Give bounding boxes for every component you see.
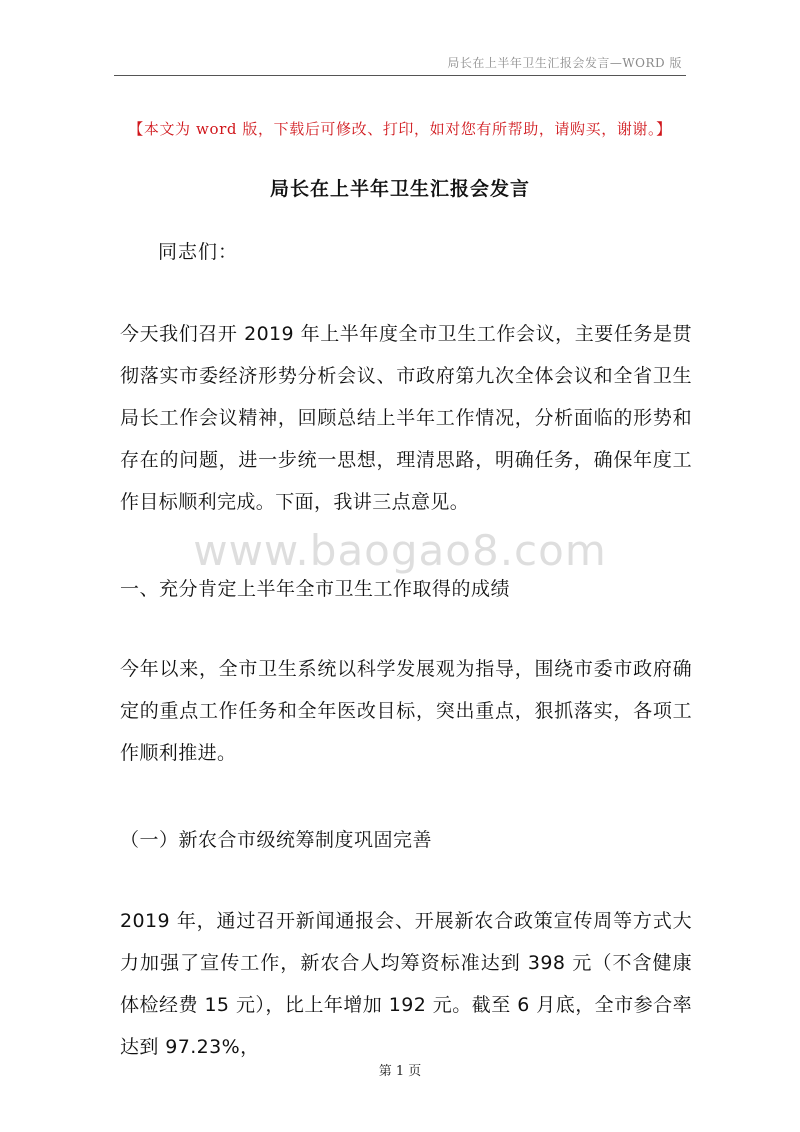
greeting: 同志们： — [158, 241, 239, 263]
watermark: www.baogao8.com — [193, 526, 607, 575]
page-number: 第 1 页 — [378, 1064, 422, 1079]
document-title: 局长在上半年卫生汇报会发言 — [269, 178, 530, 200]
header-divider — [114, 75, 686, 76]
section-heading-1: 一、充分肯定上半年全市卫生工作取得的成绩 — [120, 578, 511, 600]
download-notice: 【本文为 word 版，下载后可修改、打印，如对您有所帮助，请购买，谢谢。】 — [128, 120, 672, 138]
subsection-heading-1: （一）新农合市级统筹制度巩固完善 — [120, 829, 433, 851]
section1-paragraph: 今年以来，全市卫生系统以科学发展观为指导，围绕市委市政府确定的重点工作任务和全年医改目标，突出重点，狠抓落实，各项工作顺利推进。 — [120, 658, 692, 764]
intro-paragraph: 今天我们召开 2019 年上半年度全市卫生工作会议，主要任务是贯彻落实市委经济形势分析会议、市政府第九次全体会议和全省卫生局长工作会议精神，回顾总结上半年工作情况，分析面临的形势和存在的问题，进一步统一思想，理清思路，明确任务，确保年度工作目标顺利完成。下面，我讲三点意见。 — [120, 323, 692, 513]
running-header: 局长在上半年卫生汇报会发言—WORD 版 — [447, 56, 682, 70]
subsection1-paragraph: 2019 年，通过召开新闻通报会、开展新农合政策宣传周等方式大力加强了宣传工作，新农合人均筹资标准达到 398 元（不含健康体检经费 15 元），比上年增加 192 元。截至 6 月底，全市参合率达到 97.23%， — [120, 910, 692, 1058]
